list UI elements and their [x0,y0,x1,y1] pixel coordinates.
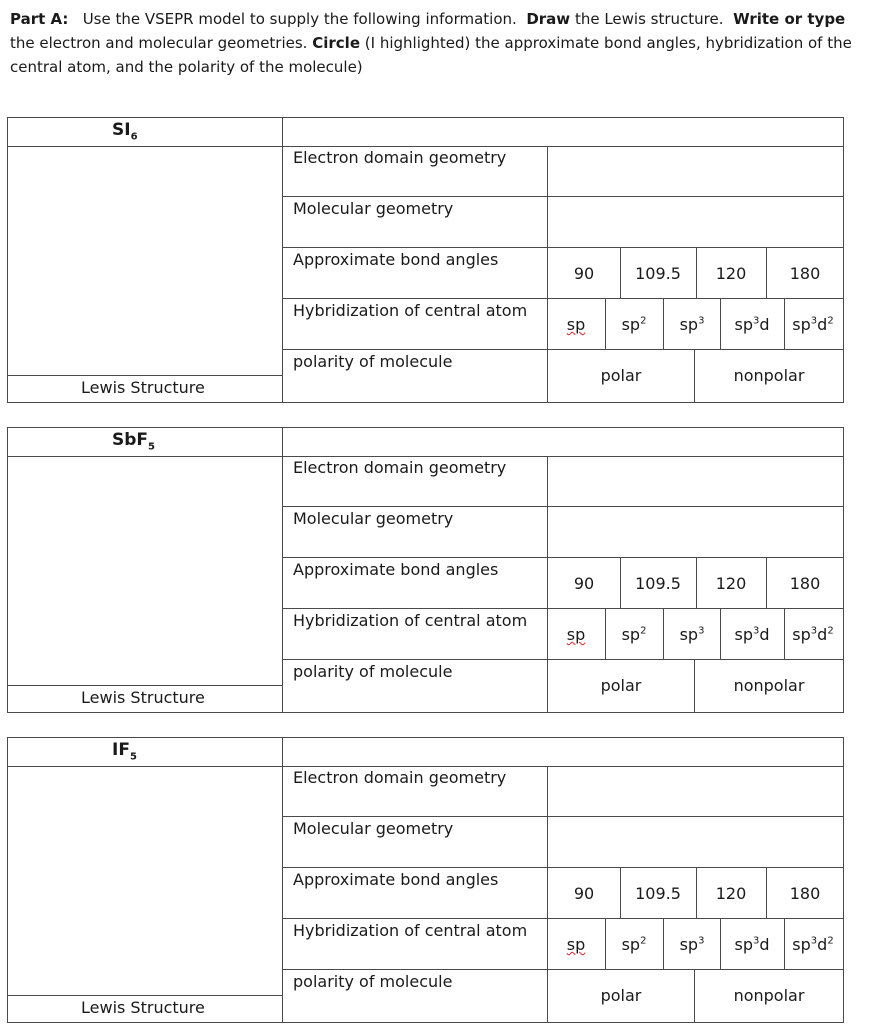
table-rule [605,918,606,969]
hybrid-option-sp3d2 [792,935,833,954]
table-rule [663,298,664,349]
table-rule [694,349,695,403]
hybrid-sp3d-b: d [759,935,770,954]
table-rule [720,608,721,659]
molecule-table [7,427,845,713]
table-rule [7,117,8,403]
table-rule [282,298,844,299]
polarity-label: polarity of molecule [293,352,453,371]
instructions [10,7,860,79]
instruction-text-2: the Lewis structure. [574,10,724,28]
molecule-formula [112,430,155,452]
molecular-geometry-label: Molecular geometry [293,199,454,218]
bond-angle-option: 109.5 [635,574,681,593]
table-rule [663,608,664,659]
table-rule [605,298,606,349]
hybrid-option-sp [567,315,586,334]
table-rule [843,117,844,403]
hybrid-sp3d-sup: 3 [752,935,760,947]
hybrid-option-sp [567,625,586,644]
bond-angle-option: 109.5 [635,264,681,283]
hybrid-sp2-base: sp [621,935,641,954]
table-rule [282,196,844,197]
hybrid-option-sp3d2 [792,625,833,644]
hybrid-sp3d-sup: 3 [752,315,760,327]
table-rule [7,995,283,996]
formula-symbol: SI [112,120,131,140]
hybrid-sp2-base: sp [621,625,641,644]
table-rule [7,712,844,713]
hybrid-sp3d2-sup2: 2 [827,315,834,327]
polarity-option-polar: polar [600,986,642,1005]
bond-angle-option: 120 [715,884,747,903]
hybrid-sp3d2-a: sp [792,625,811,644]
hybrid-sp3d-a: sp [734,315,753,334]
bond-angles-label: Approximate bond angles [293,250,499,269]
hybrid-sp-text: sp [566,935,586,954]
table-rule [766,867,767,918]
hybrid-sp3d-b: d [759,625,770,644]
hybrid-sp3d2-sup1: 3 [810,935,818,947]
bond-angle-option: 120 [715,574,747,593]
table-rule [282,427,283,713]
hybrid-sp3-sup: 3 [698,625,705,637]
table-rule [7,402,844,403]
hybrid-option-sp3 [680,625,705,644]
molecule-table [7,737,845,1023]
table-rule [766,247,767,298]
hybrid-sp3d-b: d [759,315,770,334]
table-rule [7,737,8,1023]
bond-angle-option: 180 [789,884,821,903]
polarity-label: polarity of molecule [293,662,453,681]
instruction-text-3: the electron and molecular geometries. [10,34,308,52]
table-rule [620,867,621,918]
hybrid-option-sp3 [680,935,705,954]
instruction-circle: Circle [312,34,360,52]
table-rule [784,608,785,659]
hybrid-sp2-sup: 2 [640,315,647,327]
hybrid-sp3d2-b: d [817,935,828,954]
hybrid-sp3d2-sup1: 3 [810,315,818,327]
hybrid-option-sp3d [734,625,769,644]
hybrid-sp3d2-b: d [817,315,828,334]
table-rule [282,867,844,868]
table-rule [663,918,664,969]
hybrid-sp3d2-b: d [817,625,828,644]
table-rule [7,427,8,713]
table-rule [766,557,767,608]
hybrid-sp2-sup: 2 [640,625,647,637]
hybrid-sp3d2-sup1: 3 [810,625,818,637]
hybrid-sp3-base: sp [679,935,699,954]
table-rule [282,737,283,1023]
part-label: Part A: [10,10,69,28]
table-rule [282,659,844,660]
bond-angle-option: 120 [715,264,747,283]
instruction-text-1: Use the VSEPR model to supply the following information. [82,10,517,28]
table-rule [784,298,785,349]
hybrid-option-sp3d [734,315,769,334]
table-rule [696,247,697,298]
table-rule [547,456,548,713]
lewis-structure-label: Lewis Structure [81,998,205,1017]
table-rule [282,247,844,248]
table-rule [720,298,721,349]
formula-subscript: 6 [130,131,138,143]
hybrid-sp2-sup: 2 [640,935,647,947]
electron-domain-label: Electron domain geometry [293,768,507,787]
polarity-label: polarity of molecule [293,972,453,991]
bond-angle-option: 90 [573,264,595,283]
table-rule [694,659,695,713]
polarity-option-polar: polar [600,366,642,385]
formula-symbol: SbF [112,430,149,450]
hybrid-option-sp2 [622,315,647,334]
table-rule [7,375,283,376]
bond-angle-option: 109.5 [635,884,681,903]
table-rule [843,427,844,713]
electron-domain-label: Electron domain geometry [293,458,507,477]
formula-subscript: 5 [148,441,155,453]
table-rule [547,766,548,1023]
polarity-option-polar: polar [600,676,642,695]
table-rule [282,117,283,403]
bond-angles-label: Approximate bond angles [293,870,499,889]
formula-symbol: IF [112,740,130,760]
lewis-structure-label: Lewis Structure [81,378,205,397]
bond-angle-option: 180 [789,574,821,593]
table-rule [282,506,844,507]
bond-angles-label: Approximate bond angles [293,560,499,579]
lewis-structure-label: Lewis Structure [81,688,205,707]
table-rule [7,117,844,118]
molecular-geometry-label: Molecular geometry [293,819,454,838]
table-rule [7,456,844,457]
instruction-write: Write or type [733,10,846,28]
bond-angle-option: 90 [573,884,595,903]
table-rule [282,969,844,970]
polarity-option-nonpolar: nonpolar [733,676,805,695]
table-rule [605,608,606,659]
hybrid-sp3-base: sp [679,625,699,644]
hybrid-sp3d2-a: sp [792,315,811,334]
hybridization-label: Hybridization of central atom [293,921,528,940]
table-rule [7,685,283,686]
table-rule [720,918,721,969]
hybridization-label: Hybridization of central atom [293,611,528,630]
table-rule [282,349,844,350]
table-rule [843,737,844,1023]
polarity-option-nonpolar: nonpolar [733,986,805,1005]
molecule-formula [112,120,138,142]
hybrid-sp3-sup: 3 [698,935,705,947]
table-rule [696,557,697,608]
table-rule [282,918,844,919]
hybrid-sp-text: sp [566,315,586,334]
hybrid-option-sp2 [622,625,647,644]
table-rule [7,1022,844,1023]
hybrid-option-sp [567,935,586,954]
hybrid-sp-text: sp [566,625,586,644]
instruction-text-4: (I highlighted) the approximate bond angles, hybridization of the central atom, and the polarity of the molecule) [10,34,852,76]
table-rule [620,557,621,608]
table-rule [694,969,695,1023]
molecule-formula [112,740,137,762]
molecular-geometry-label: Molecular geometry [293,509,454,528]
table-rule [696,867,697,918]
table-rule [282,816,844,817]
table-rule [7,766,844,767]
hybrid-option-sp3 [680,315,705,334]
hybrid-sp3-base: sp [679,315,699,334]
molecule-table [7,117,845,403]
table-rule [547,146,548,403]
hybridization-label: Hybridization of central atom [293,301,528,320]
table-rule [784,918,785,969]
table-rule [282,608,844,609]
table-rule [620,247,621,298]
hybrid-sp3d-sup: 3 [752,625,760,637]
table-rule [7,146,844,147]
electron-domain-label: Electron domain geometry [293,148,507,167]
formula-subscript: 5 [129,751,137,763]
hybrid-sp3d2-sup2: 2 [827,625,834,637]
table-rule [282,557,844,558]
hybrid-option-sp3d [734,935,769,954]
hybrid-option-sp2 [622,935,647,954]
instruction-draw: Draw [526,10,571,28]
table-rule [7,737,844,738]
hybrid-sp3d2-a: sp [792,935,811,954]
bond-angle-option: 90 [573,574,595,593]
hybrid-sp3-sup: 3 [698,315,705,327]
hybrid-sp3d-a: sp [734,935,753,954]
hybrid-option-sp3d2 [792,315,833,334]
bond-angle-option: 180 [789,264,821,283]
hybrid-sp3d2-sup2: 2 [827,935,834,947]
hybrid-sp3d-a: sp [734,625,753,644]
polarity-option-nonpolar: nonpolar [733,366,805,385]
hybrid-sp2-base: sp [621,315,641,334]
table-rule [7,427,844,428]
